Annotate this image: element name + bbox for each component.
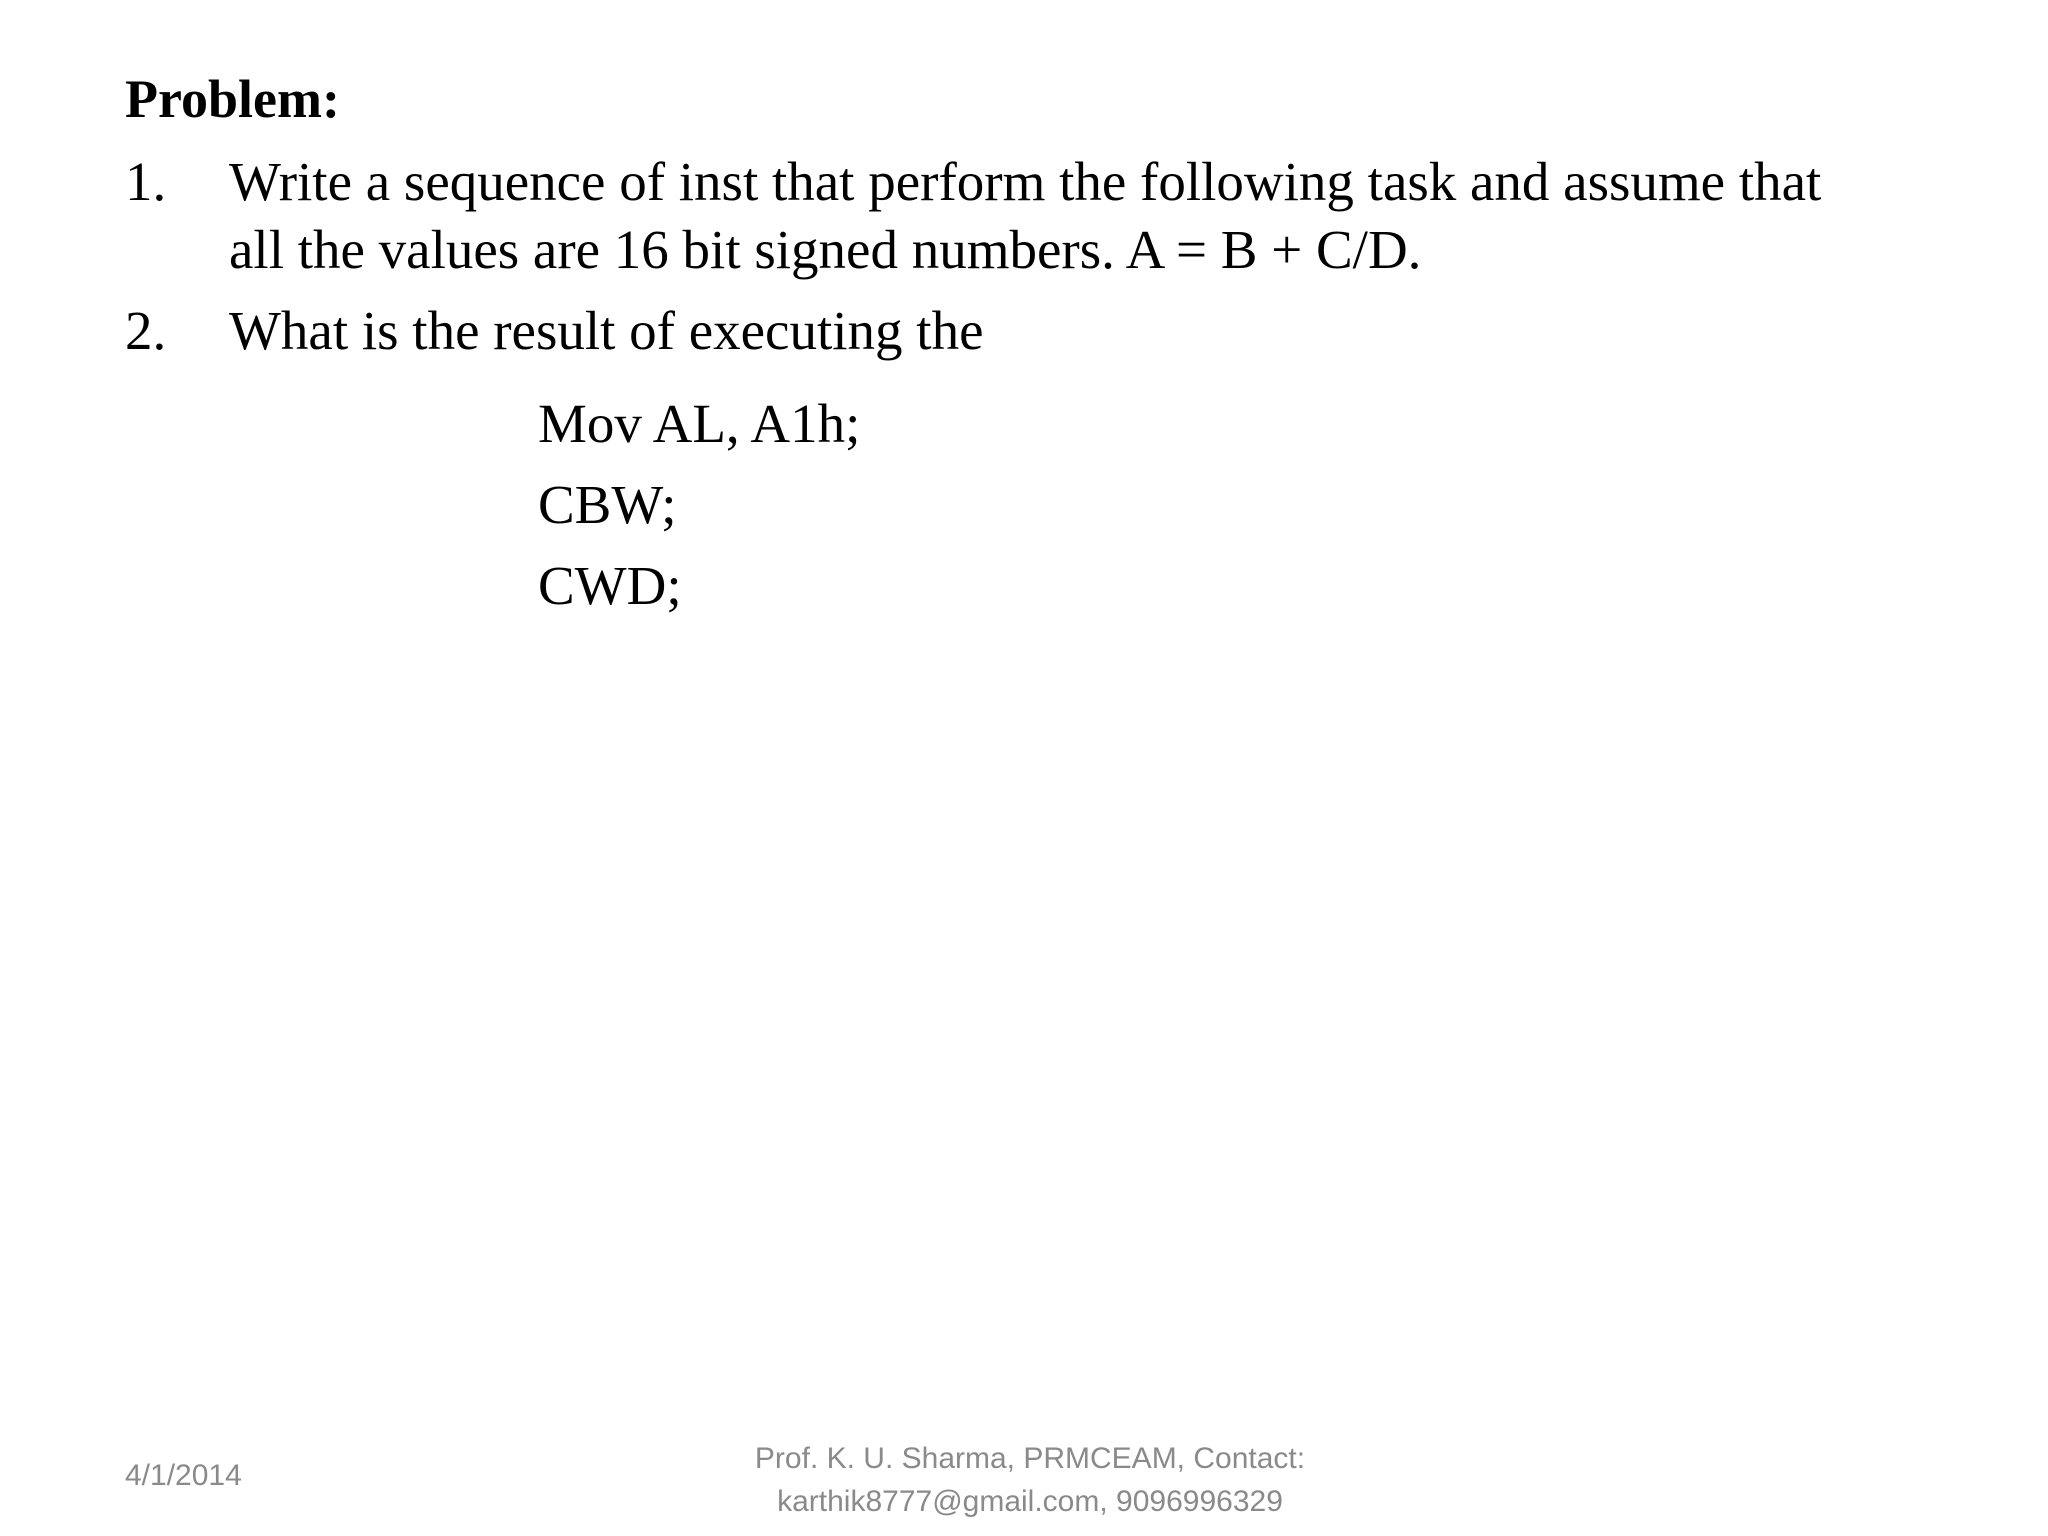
code-line: CWD; [538, 555, 682, 616]
footer-credit-line: karthik8777@gmail.com, 9096996329 [777, 1485, 1283, 1518]
item-number: 2. [125, 300, 167, 361]
item-text-line: What is the result of executing the [229, 300, 984, 361]
item-text-line: Write a sequence of inst that perform the following task and assume that [229, 151, 1822, 212]
item-text [229, 297, 983, 365]
item-number: 1. [125, 151, 167, 212]
code-line: CBW; [538, 474, 677, 535]
footer-credit-line: Prof. K. U. Sharma, PRMCEAM, Contact: [754, 1442, 1306, 1475]
code-block [538, 383, 860, 626]
item-text-line: all the values are 16 bit signed numbers. A = B + C/D. [229, 219, 1422, 280]
code-line: Mov AL, A1h; [538, 393, 861, 454]
item-text [229, 148, 2029, 284]
problem-heading: Problem: [125, 69, 340, 129]
footer-date: 4/1/2014 [125, 1459, 242, 1492]
footer-credit [680, 1437, 1380, 1523]
